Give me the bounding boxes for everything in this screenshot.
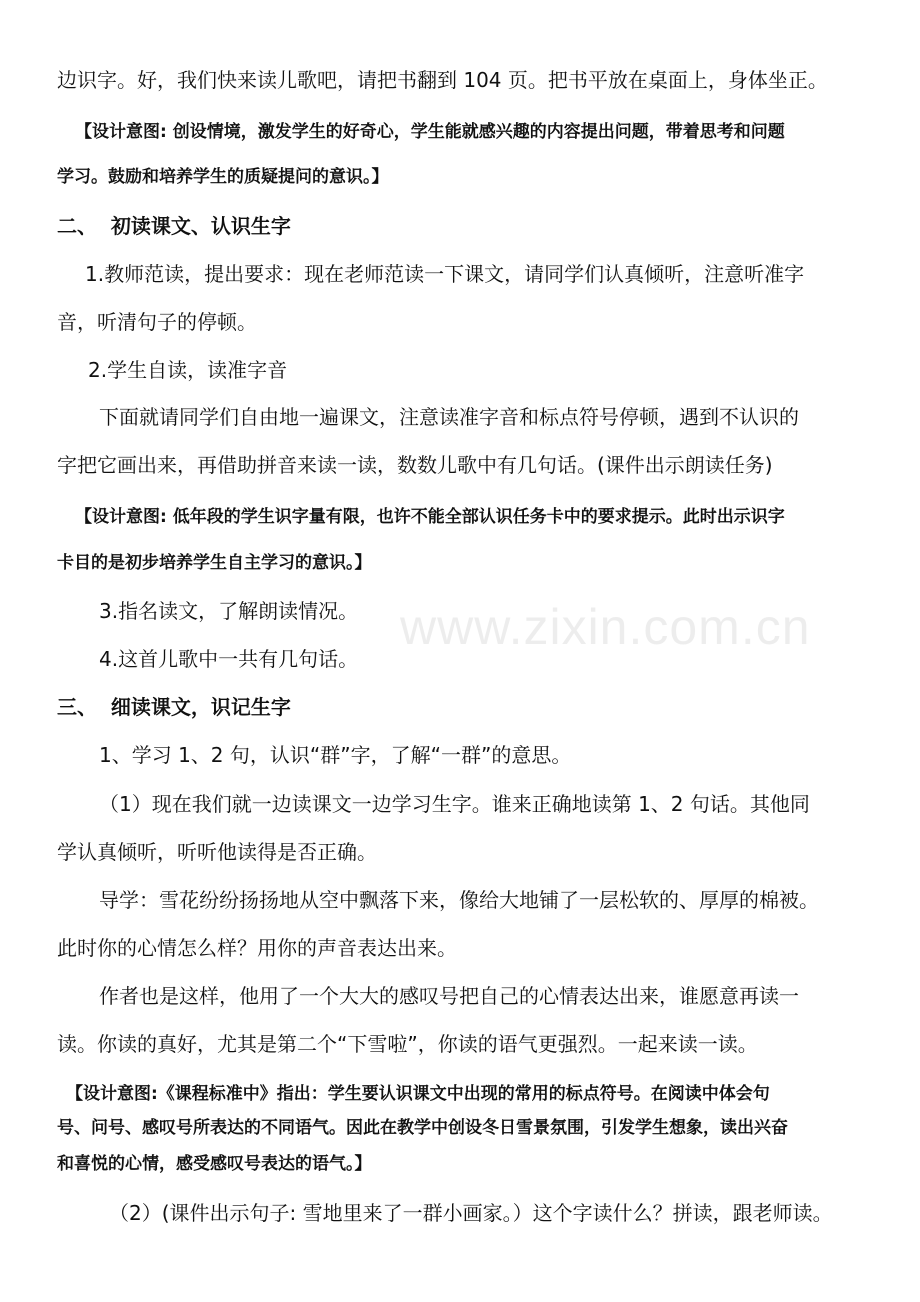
body-line-15: 读。你读的真好，尤其是第二个“下雪啦”，你读的语气更强烈。一起来读一读。 bbox=[57, 1032, 758, 1056]
section-heading-2: 二、 初读课文、认识生字 bbox=[57, 214, 291, 238]
design-intent-line-5: 【设计意图:《课程标准中》指出：学生要认识课文中出现的常用的标点符号。在阅读中体会句 bbox=[66, 1084, 770, 1104]
body-line-7: 3.指名读文，了解朗读情况。 bbox=[99, 599, 359, 623]
body-line-3: 音，听清句子的停顿。 bbox=[57, 310, 257, 334]
design-intent-line-6: 号、问号、感叹号所表达的不同语气。因此在教学中创设冬日雪景氛围，引发学生想象，读出兴奋 bbox=[57, 1118, 788, 1138]
section-heading-3: 三、 细读课文，识记生字 bbox=[57, 695, 291, 719]
body-line-6: 字把它画出来，再借助拼音来读一读，数数儿歌中有几句话。(课件出示朗读任务) bbox=[57, 453, 773, 477]
body-line-1: 边识字。好，我们快来读儿歌吧，请把书翻到 104 页。把书平放在桌面上，身体坐正。 bbox=[57, 68, 828, 92]
body-line-4: 2.学生自读，读准字音 bbox=[88, 358, 288, 382]
design-intent-line-1: 【设计意图: 创设情境，激发学生的好奇心，学生能就感兴趣的内容提出问题，带着思考和问题 bbox=[75, 122, 785, 142]
body-line-14: 作者也是这样，他用了一个大大的感叹号把自己的心情表达出来，谁愿意再读一 bbox=[99, 984, 799, 1008]
body-line-9: 1、学习 1、2 句，认识“群”字，了解“一群”的意思。 bbox=[99, 743, 572, 767]
body-line-2: 1.教师范读，提出要求：现在老师范读一下课文，请同学们认真倾听，注意听准字 bbox=[85, 262, 805, 286]
design-intent-line-4: 卡目的是初步培养学生自主学习的意识。】 bbox=[57, 553, 372, 573]
watermark: www.zixin.com.cn bbox=[400, 599, 811, 655]
design-intent-line-2: 学习。鼓励和培养学生的质疑提问的意识。】 bbox=[57, 167, 389, 187]
body-line-10: （1）现在我们就一边读课文一边学习生字。谁来正确地读第 1、2 句话。其他同 bbox=[99, 792, 810, 816]
body-line-8: 4.这首儿歌中一共有几句话。 bbox=[99, 647, 359, 671]
body-line-16: （2）(课件出示句子: 雪地里来了一群小画家。）这个字读什么？拼读，跟老师读。 bbox=[109, 1201, 833, 1225]
body-line-5: 下面就请同学们自由地一遍课文，注意读准字音和标点符号停顿，遇到不认识的 bbox=[99, 405, 799, 429]
body-line-11: 学认真倾听，听听他读得是否正确。 bbox=[57, 840, 377, 864]
design-intent-line-3: 【设计意图: 低年段的学生识字量有限，也许不能全部认识任务卡中的要求提示。此时出示识字 bbox=[75, 507, 785, 527]
body-line-13: 此时你的心情怎么样？用你的声音表达出来。 bbox=[57, 936, 457, 960]
design-intent-line-7: 和喜悦的心情，感受感叹号表达的语气。】 bbox=[57, 1154, 372, 1174]
body-line-12: 导学：雪花纷纷扬扬地从空中飘落下来，像给大地铺了一层松软的、厚厚的棉被。 bbox=[99, 888, 819, 912]
